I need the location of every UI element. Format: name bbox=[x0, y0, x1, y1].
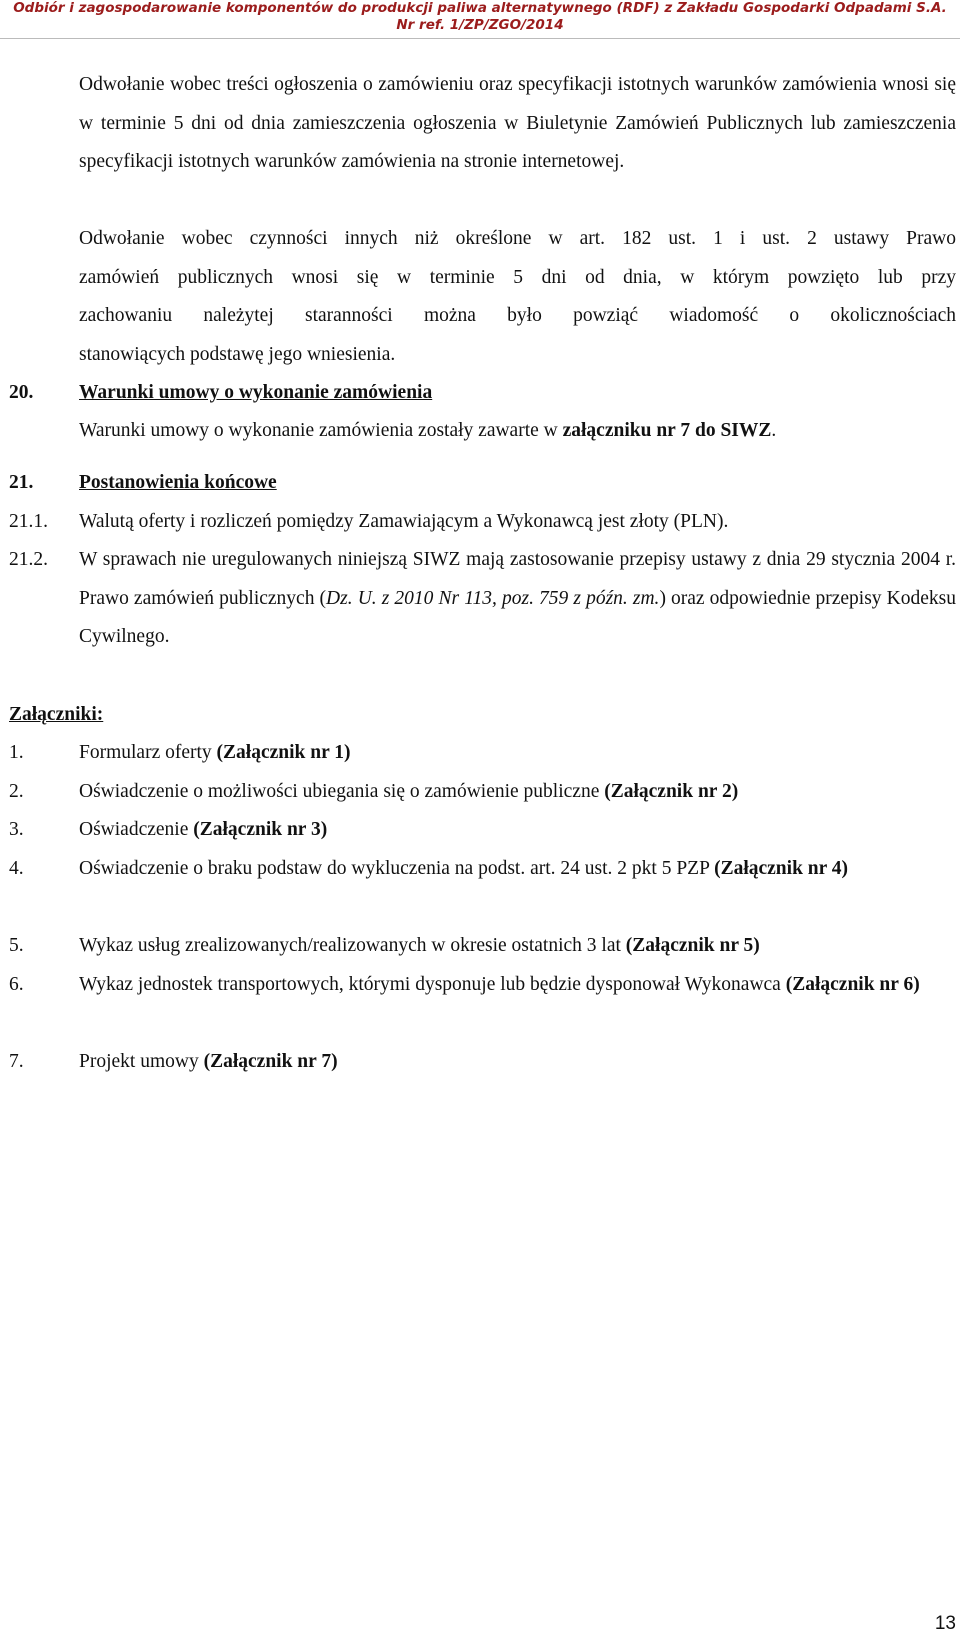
paragraph-line: Odwołanie wobec czynności innych niż określone w art. 182 ust. 1 i ust. 2 ustawy Prawo bbox=[79, 228, 956, 249]
attachment-label: (Załącznik nr 7) bbox=[203, 1051, 338, 1072]
attachment-title: Oświadczenie o możliwości ubiegania się o zamówienie publiczne bbox=[79, 781, 605, 802]
legal-citation: Dz. U. z 2010 Nr 113, poz. 759 z późn. zm. bbox=[326, 587, 660, 609]
attachment-label: (Załącznik nr 1) bbox=[216, 742, 351, 763]
attachment-label: (Załącznik nr 2) bbox=[604, 781, 739, 802]
contract-terms-text: Warunki umowy o wykonanie zamówienia zostały zawarte w bbox=[79, 420, 563, 441]
header-title: Odbiór i zagospodarowanie komponentów do produkcji paliwa alternatywnego (RDF) z Zakładu Gospodarki Odpadami S.A. bbox=[13, 0, 947, 16]
paragraph-line: zamówień publicznych wnosi się w terminie 5 dni od dnia, w którym powzięto lub przy bbox=[79, 266, 956, 288]
section-title: Postanowienia końcowe bbox=[79, 472, 277, 493]
attachment-label: (Załącznik nr 4) bbox=[714, 858, 849, 879]
item-number: 3. bbox=[9, 819, 24, 840]
item-number: 5. bbox=[9, 935, 24, 956]
item-number: 2. bbox=[9, 781, 24, 802]
attachment-label: (Załącznik nr 6) bbox=[785, 974, 920, 995]
appeal-paragraph-actions bbox=[79, 220, 956, 374]
attachment-title: Oświadczenie bbox=[79, 819, 194, 840]
attachment-label: (Załącznik nr 5) bbox=[625, 935, 760, 956]
item-number: 7. bbox=[9, 1051, 24, 1072]
section-number: 21. bbox=[9, 472, 34, 493]
section-number: 20. bbox=[9, 382, 34, 403]
paragraph-line: zachowaniu należytej staranności można było powziąć wiadomość o okolicznościach bbox=[79, 305, 956, 326]
item-number: 4. bbox=[9, 858, 24, 879]
attachment-title: Wykaz usług zrealizowanych/realizowanych w okresie ostatnich 3 lat bbox=[79, 935, 626, 956]
attachment-title: Projekt umowy bbox=[79, 1051, 204, 1072]
item-text: W sprawach nie uregulowanych niniejszą SIWZ mają zastosowanie przepisy ustawy z dnia 29 stycznia 2004 r. Prawo zamówień publicznych (Dz. U. z 2010 Nr 113, poz. 759 z późn. zm.) oraz odpowiednie przepisy Kodeksu Cywilnego. bbox=[79, 549, 956, 647]
header-divider bbox=[0, 38, 960, 39]
attachment-title: Wykaz jednostek transportowych, którymi dysponuje lub będzie dysponował Wykonawca bbox=[79, 974, 786, 995]
paragraph-line: stanowiących podstawę jego wniesienia. bbox=[79, 343, 396, 365]
attachment-reference: załączniku nr 7 do SIWZ bbox=[562, 420, 772, 441]
item-number: 21.1. bbox=[9, 511, 48, 532]
appeal-paragraph-announcement: Odwołanie wobec treści ogłoszenia o zamówieniu oraz specyfikacji istotnych warunków zamówienia wnosi się w terminie 5 dni od dnia zamieszczenia ogłoszenia w Biuletynie Zamówień Publicznych lub zamieszczenia specyfikacji istotnych warunków zamówienia na stronie internetowej. bbox=[79, 74, 956, 172]
item-number: 1. bbox=[9, 742, 24, 763]
attachment-title: Formularz oferty bbox=[79, 742, 217, 763]
attachments-heading: Załączniki: bbox=[9, 704, 104, 725]
item-number: 6. bbox=[9, 974, 24, 995]
attachment-label: (Załącznik nr 3) bbox=[193, 819, 328, 840]
page-number: 13 bbox=[934, 1613, 956, 1634]
item-number: 21.2. bbox=[9, 549, 48, 570]
header-reference-number: Nr ref. 1/ZP/ZGO/2014 bbox=[396, 17, 564, 33]
section-title: Warunki umowy o wykonanie zamówienia bbox=[79, 382, 433, 403]
page-header bbox=[0, 0, 960, 38]
item-text: Walutą oferty i rozliczeń pomiędzy Zamawiającym a Wykonawcą jest złoty (PLN). bbox=[79, 511, 729, 532]
attachment-title: Oświadczenie o braku podstaw do wykluczenia na podst. art. 24 ust. 2 pkt 5 PZP bbox=[79, 858, 715, 879]
